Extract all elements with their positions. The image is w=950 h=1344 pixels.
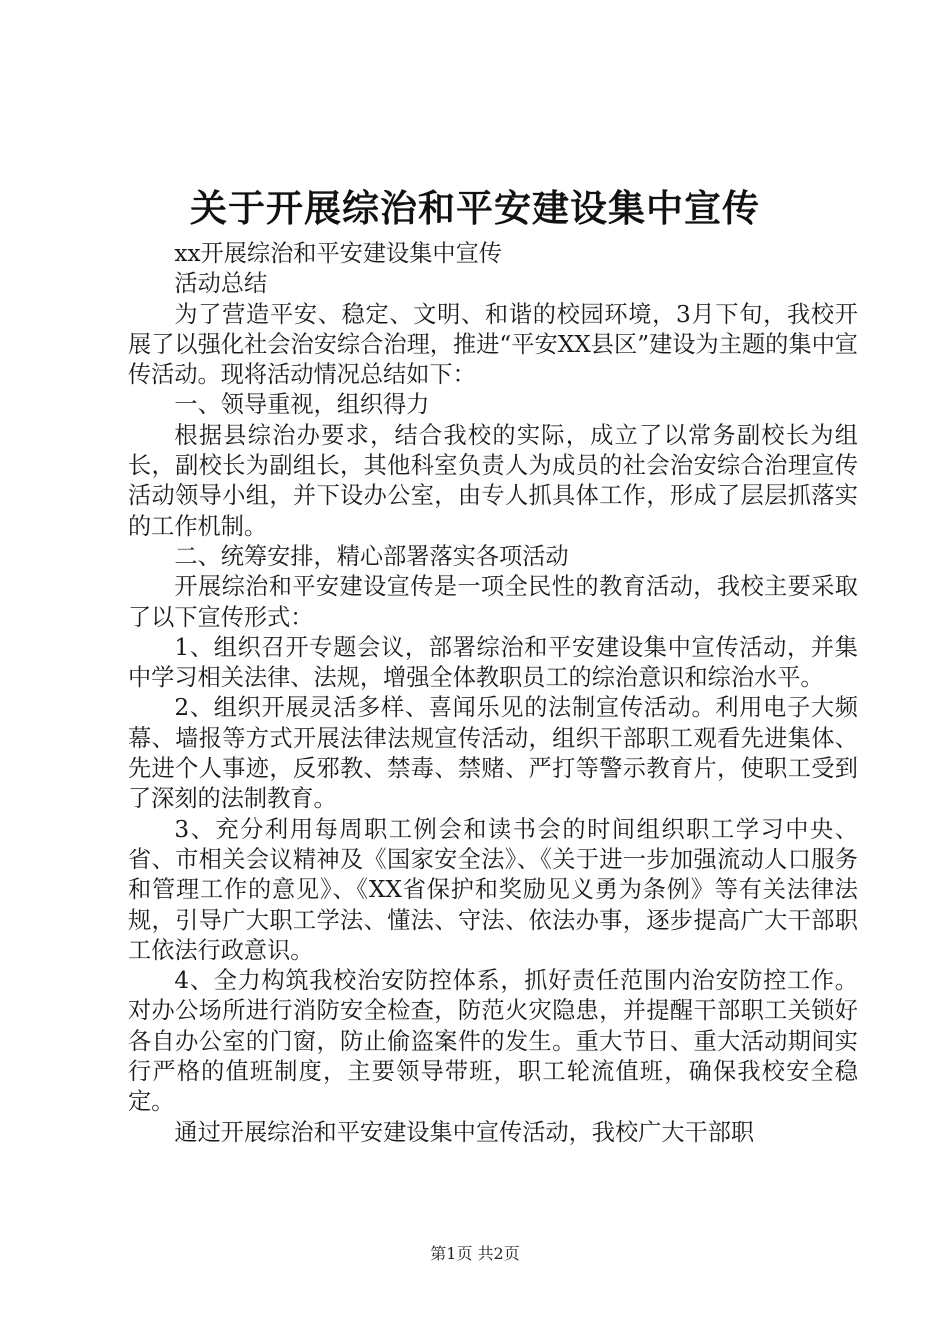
intro-paragraph: 为了营造平安、稳定、文明、和谐的校园环境，3月下旬，我校开展了以强化社会治安综合治理，推进“平安XX县区”建设为主题的集中宣传活动。现将活动情况总结如下：	[128, 300, 858, 389]
subtitle-line-1: xx开展综治和平安建设集中宣传	[174, 240, 502, 267]
section-1-paragraph: 根据县综治办要求，结合我校的实际，成立了以常务副校长为组长，副校长为副组长，其他科室负责人为成员的社会治安综合治理宣传活动领导小组，并下设办公室，由专人抓具体工作，形成了层层抓落实的工作机制。	[128, 421, 858, 540]
item-3-paragraph: 3、充分利用每周职工例会和读书会的时间组织职工学习中央、省、市相关会议精神及《国家安全法》、《关于进一步加强流动人口服务和管理工作的意见》、《XX省保护和奖励见义勇为条例》等有关法律法规，引导广大职工学法、懂法、守法、依法办事，逐步提高广大干部职工依法行政意识。	[128, 815, 858, 964]
item-1-paragraph: 1、组织召开专题会议，部署综治和平安建设集中宣传活动，并集中学习相关法律、法规，增强全体教职员工的综治意识和综治水平。	[128, 633, 858, 692]
document-body	[128, 239, 858, 1148]
item-2-paragraph: 2、组织开展灵活多样、喜闻乐见的法制宣传活动。利用电子大频幕、墙报等方式开展法律法规宣传活动，组织干部职工观看先进集体、先进个人事迹，反邪教、禁毒、禁赌、严打等警示教育片，使职工受到了深刻的法制教育。	[128, 694, 858, 813]
section-2-intro: 开展综治和平安建设宣传是一项全民性的教育活动，我校主要采取了以下宣传形式：	[128, 573, 858, 631]
closing-paragraph: 通过开展综治和平安建设集中宣传活动，我校广大干部职	[174, 1118, 755, 1146]
item-4-paragraph: 4、全力构筑我校治安防控体系，抓好责任范围内治安防控工作。对办公场所进行消防安全检查，防范火灾隐患，并提醒干部职工关锁好各自办公室的门窗，防止偷盗案件的发生。重大节日、重大活动期间实行严格的值班制度，主要领导带班，职工轮流值班，确保我校安全稳定。	[128, 967, 858, 1116]
subtitle-line-2: 活动总结	[174, 270, 268, 298]
section-heading-2: 二、统筹安排，精心部署落实各项活动	[174, 542, 569, 570]
document-title: 关于开展综治和平安建设集中宣传	[190, 186, 760, 230]
page-footer: 第1页 共2页	[430, 1244, 520, 1263]
section-heading-1: 一、领导重视，组织得力	[174, 391, 430, 419]
